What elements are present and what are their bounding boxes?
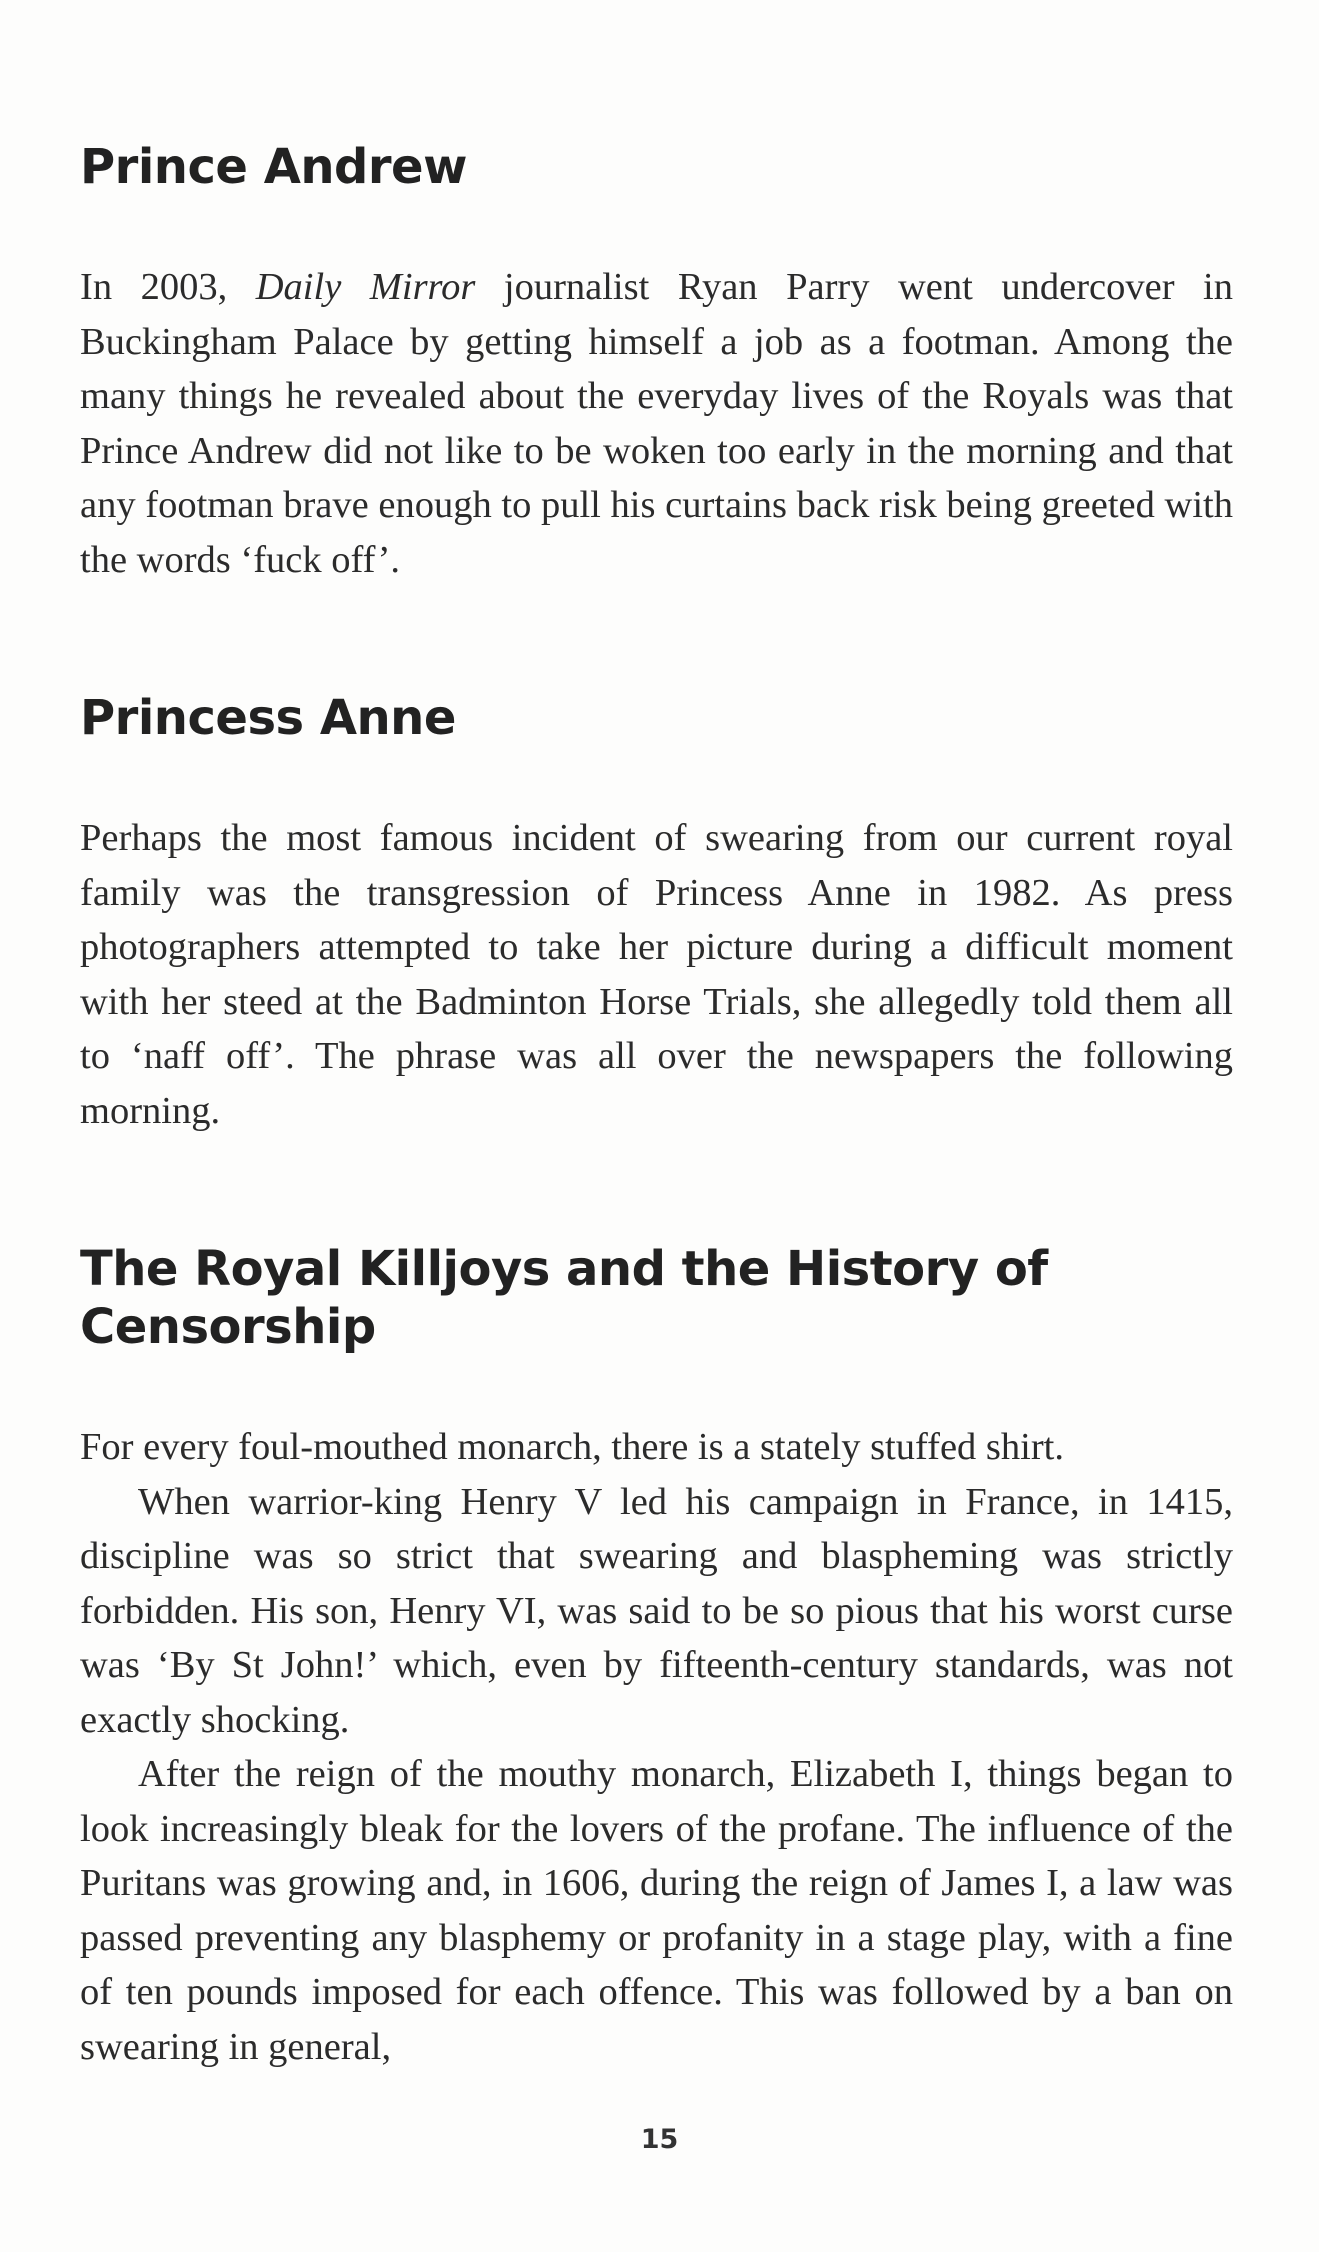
body-paragraph: After the reign of the mouthy monarch, Elizabeth I, things began to look increasingly bleak for the lovers of the profane. The influence of the Puritans was growing and, in 1606, during the reign of James I, a law was passed preventing any blasphemy or profanity in a stage play, with a fine of ten pounds imposed for each offence. This was followed by a ban on swearing in general, bbox=[80, 1753, 1233, 2068]
section-heading: The Royal Killjoys and the History of Censorship bbox=[80, 1241, 1048, 1355]
body-paragraph: For every foul-mouthed monarch, there is a stately stuffed shirt. bbox=[80, 1426, 1064, 1468]
body-paragraph: Perhaps the most famous incident of swearing from our current royal family was the transgression of Princess Anne in 1982. As press photographers attempted to take her picture during a difficult moment with her steed at the Badminton Horse Trials, she allegedly told them all to ‘naff off’. The phrase was all over the newspapers the following morning. bbox=[80, 817, 1233, 1132]
body-paragraph bbox=[80, 260, 1233, 587]
section-prince-andrew bbox=[80, 138, 1233, 587]
section-body bbox=[80, 811, 1233, 1138]
paragraph-text: journalist Ryan Parry went undercover in Buckingham Palace by getting himself a job as a footman. Among the many things he revealed about the everyday lives of the Royals was that Prince Andrew did not like to be woken too early in the morning and that any footman brave enough to pull his curtains back risk being greeted with the words ‘fuck off’. bbox=[80, 266, 1233, 581]
page-number: 15 bbox=[640, 2124, 679, 2155]
section-princess-anne bbox=[80, 689, 1233, 1138]
section-heading: Princess Anne bbox=[80, 690, 456, 746]
paragraph-text: In 2003, bbox=[80, 266, 256, 308]
publication-title: Daily Mirror bbox=[255, 266, 476, 308]
section-royal-killjoys bbox=[80, 1240, 1233, 2074]
section-heading: Prince Andrew bbox=[80, 139, 467, 195]
section-body bbox=[80, 1420, 1233, 2074]
section-body bbox=[80, 260, 1233, 587]
body-paragraph: When warrior-king Henry V led his campaign in France, in 1415, discipline was so strict that swearing and blaspheming was strictly forbidden. His son, Henry VI, was said to be so pious that his worst curse was ‘By St John!’ which, even by fifteenth-century standards, was not exactly shocking. bbox=[80, 1480, 1233, 1741]
